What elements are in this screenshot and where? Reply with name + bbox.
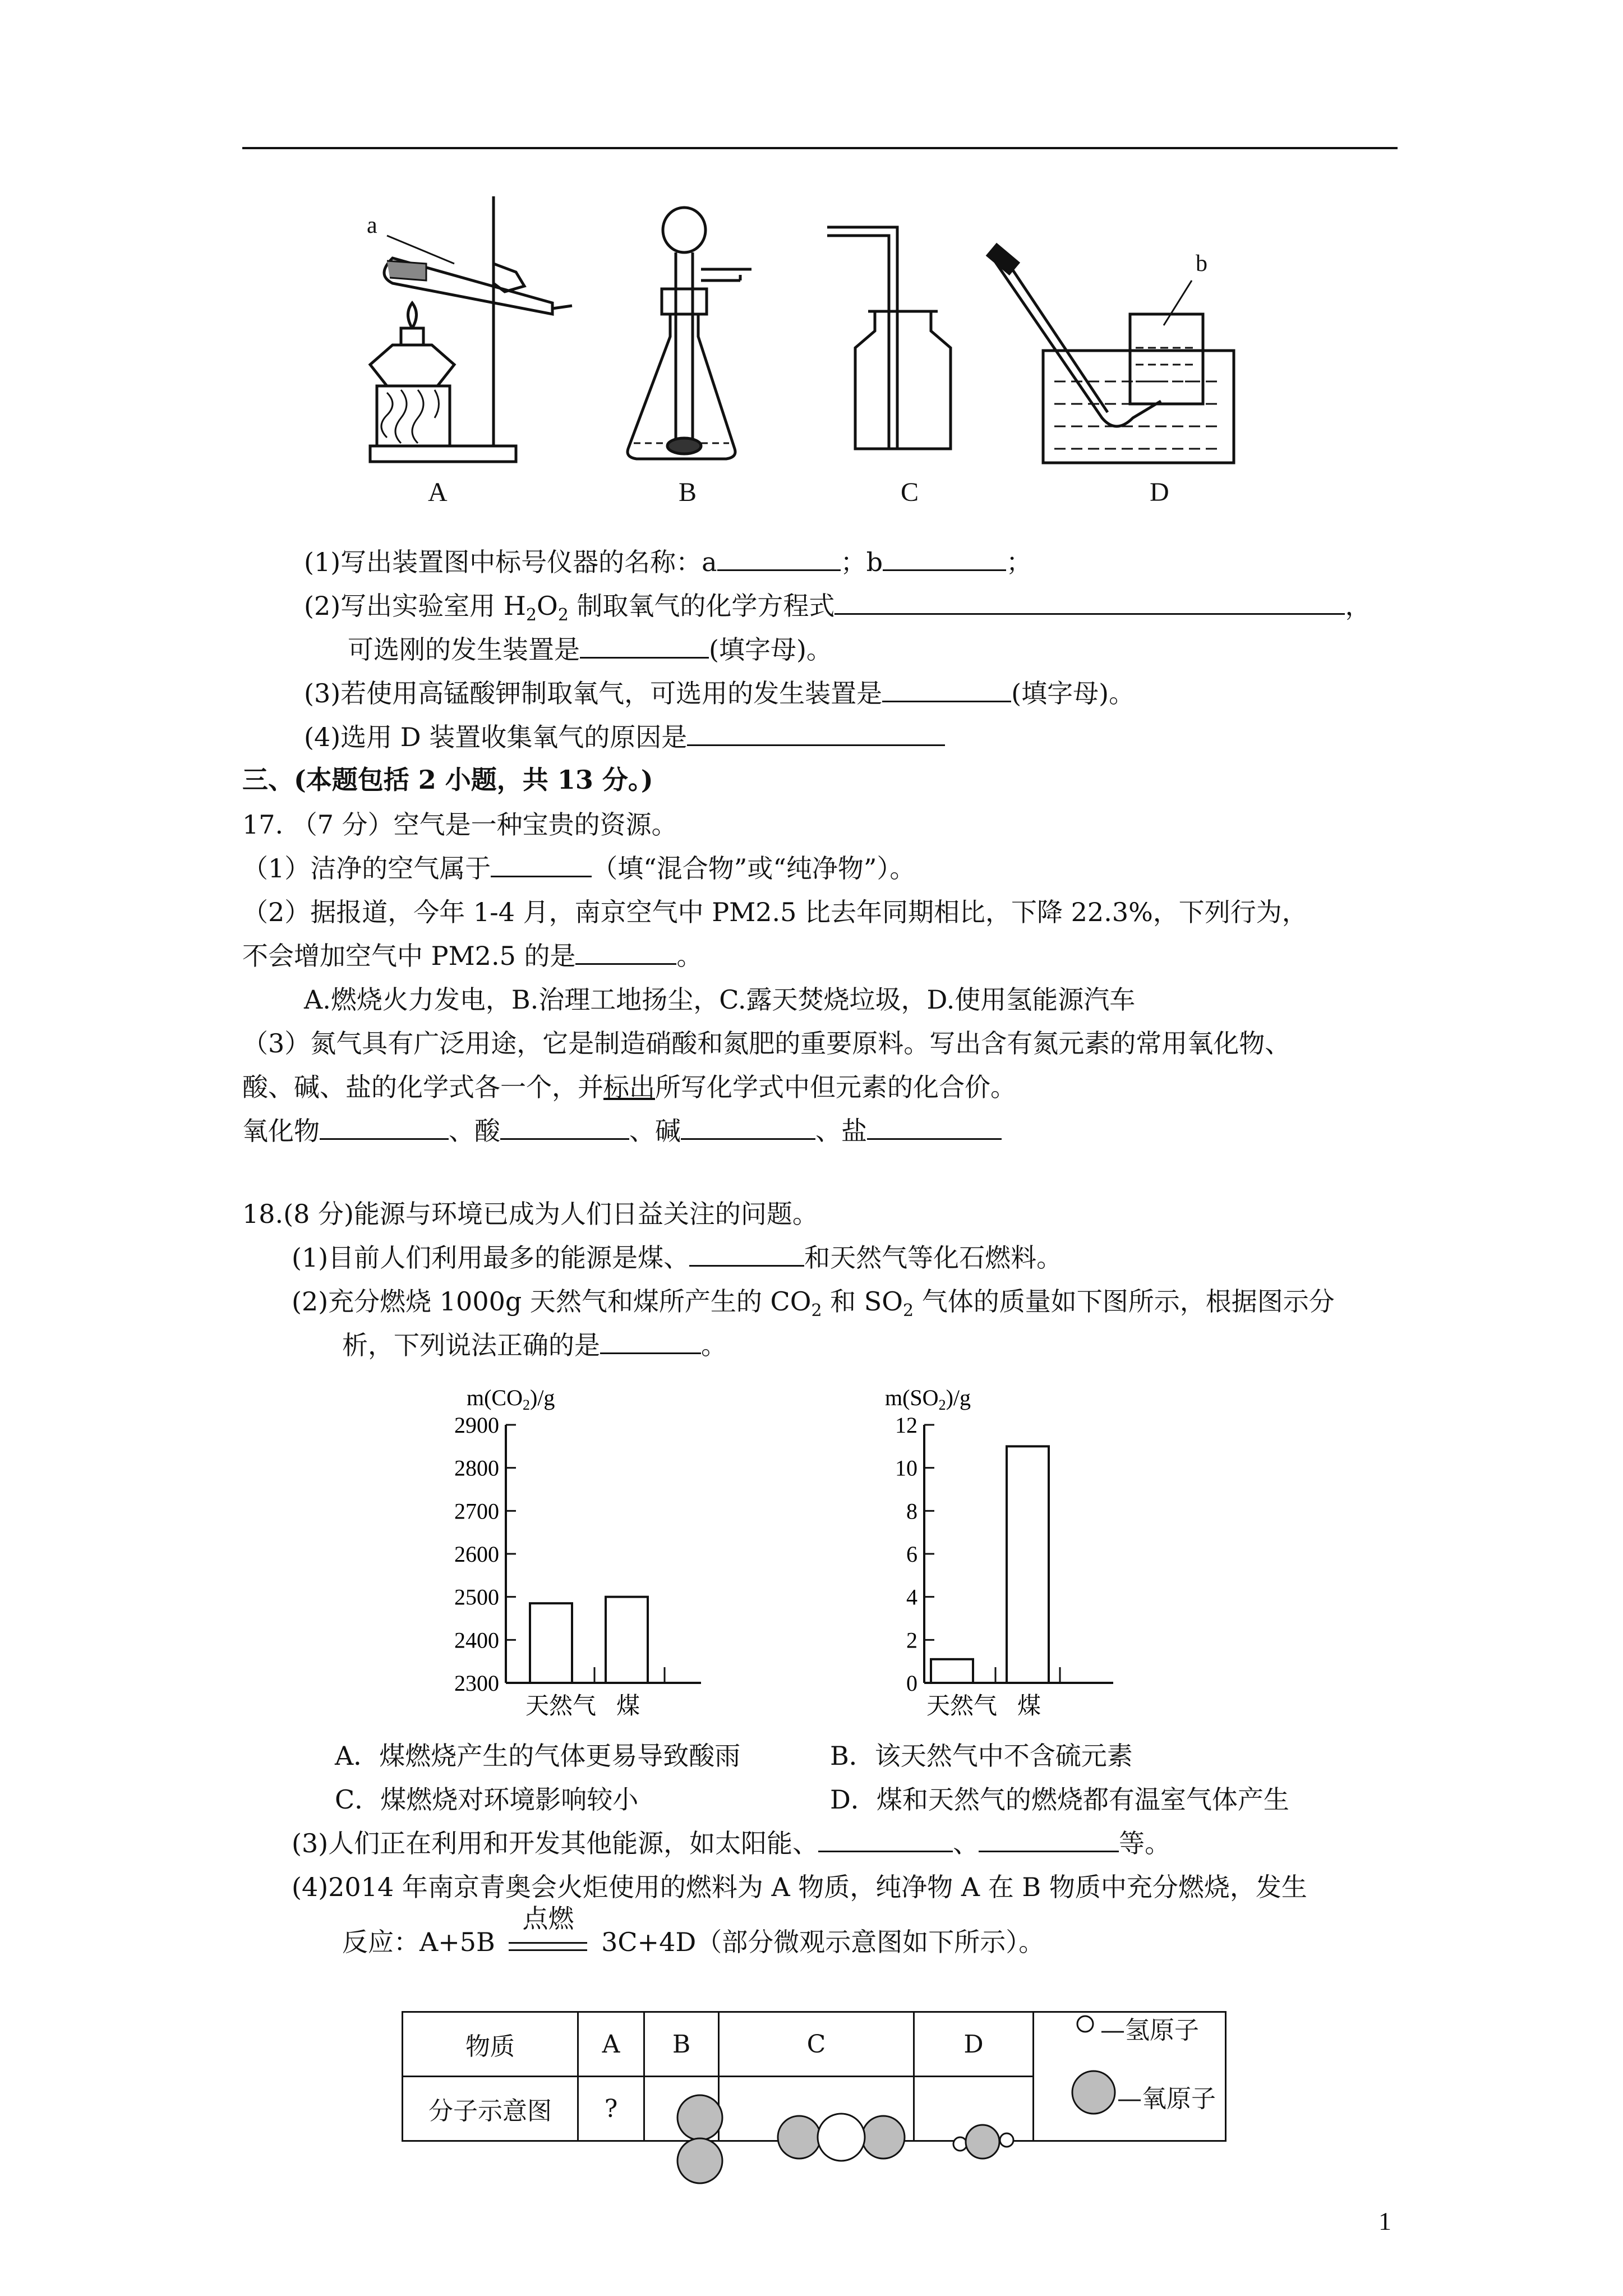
q17-part1: （1）洁净的空气属于 （填“混合物”或“纯净物”）。 bbox=[242, 853, 916, 884]
q17-title: 17. （7 分）空气是一种宝贵的资源。 bbox=[242, 809, 677, 840]
q18-option-b: B．该天然气中不含硫元素 bbox=[830, 1741, 1133, 1771]
molecule-d-atom-o bbox=[966, 2125, 999, 2159]
reaction-condition: 点燃 bbox=[509, 1929, 587, 1951]
legend-oxygen-label: —氧原子 bbox=[1117, 2085, 1216, 2113]
chart-1-category-1: 煤 bbox=[1017, 1692, 1041, 1719]
chart-0-category-0: 天然气 bbox=[525, 1692, 597, 1719]
q17-part3-line2: 酸、碱、盐的化学式各一个，并标出所写化学式中但元素的化合价。 bbox=[242, 1072, 1016, 1102]
q18-title: 18.(8 分)能源与环境已成为人们日益关注的问题。 bbox=[242, 1199, 818, 1229]
q17-part2-line2: 不会增加空气中 PM2.5 的是 。 bbox=[242, 941, 703, 971]
q16-part1: (1)写出装置图中标号仪器的名称：a ；b ； bbox=[304, 547, 1032, 577]
section3-heading: 三、(本题包括 2 小题，共 13 分。) bbox=[242, 765, 653, 795]
page-number: 1 bbox=[1378, 2207, 1391, 2235]
q18-option-d: D．煤和天然气的燃烧都有温室气体产生 bbox=[830, 1784, 1289, 1815]
chart-1-category-0: 天然气 bbox=[926, 1692, 998, 1719]
chart-0-ytick-label: 2800 bbox=[454, 1455, 499, 1481]
chart-0-ytick-label: 2600 bbox=[454, 1542, 499, 1567]
q18-part4-line2: 反应：A+5B 点燃 3C+4D（部分微观示意图如下所示）。 bbox=[342, 1903, 1045, 1957]
chart-1-ytick-label: 6 bbox=[906, 1542, 917, 1567]
hydrogen-atom-icon bbox=[1077, 2016, 1093, 2032]
table-header-c: C bbox=[719, 2012, 914, 2077]
q18-option-a: A．煤燃烧产生的气体更易导致酸雨 bbox=[335, 1741, 741, 1771]
chart-1-ytick-label: 10 bbox=[895, 1455, 917, 1481]
molecule-c-atom-3 bbox=[862, 2116, 905, 2159]
molecule-b-atom-1 bbox=[677, 2095, 722, 2140]
molecule-c-atom-1 bbox=[778, 2116, 820, 2159]
q16-part3: (3)若使用高锰酸钾制取氧气，可选用的发生装置是 (填字母)。 bbox=[304, 678, 1135, 708]
q18-part1: (1)目前人们利用最多的能源是煤、 和天然气等化石燃料。 bbox=[292, 1243, 1063, 1273]
chart-0-ytick-label: 2500 bbox=[454, 1584, 499, 1610]
legend-hydrogen-label: —氢原子 bbox=[1100, 2016, 1199, 2045]
q17-options: A.燃烧火力发电，B.治理工地扬尘，C.露天焚烧垃圾，D.使用氢能源汽车 bbox=[304, 984, 1136, 1015]
q16-part4: (4)选用 D 装置收集氧气的原因是 bbox=[304, 720, 945, 754]
chart-0-ylabel: $m(CO_2)/g$ bbox=[467, 1385, 555, 1413]
q18-option-c: C．煤燃烧对环境影响较小 bbox=[335, 1784, 639, 1815]
label-apparatus-b: B bbox=[679, 477, 697, 507]
chart-0-category-1: 煤 bbox=[616, 1692, 640, 1719]
q18-part2-line1: (2)充分燃烧 1000g 天然气和煤所产生的 $CO_2$ 和 $SO_2$ 气体的质量如下图所示，根据图示分 bbox=[292, 1286, 1335, 1321]
label-b-mark: b bbox=[1196, 251, 1207, 277]
label-apparatus-d: D bbox=[1150, 477, 1169, 507]
table-cell-a: ? bbox=[578, 2077, 644, 2141]
chart-0-ytick-label: 2700 bbox=[454, 1498, 499, 1524]
molecule-d-atom-h1 bbox=[953, 2137, 967, 2151]
q16-part2: (2)写出实验室用 $H_2O_2$ 制取氧气的化学方程式 ， bbox=[304, 591, 1371, 625]
oxygen-atom-icon bbox=[1072, 2071, 1115, 2114]
chart-0-ytick-label: 2300 bbox=[454, 1671, 499, 1696]
chart-1-ytick-label: 8 bbox=[906, 1498, 917, 1524]
chart-1-ytick-label: 12 bbox=[895, 1412, 917, 1438]
q16-part2-device: 可选刚的发生装置是 (填字母)。 bbox=[348, 634, 832, 665]
q18-part4-line1: (4)2014 年南京青奥会火炬使用的燃料为 A 物质，纯净物 A 在 B 物质中充分燃烧，发生 bbox=[292, 1872, 1307, 1902]
chart-0-ytick-label: 2400 bbox=[454, 1627, 499, 1653]
q17-part2-line1: （2）据报道，今年 1-4 月，南京空气中 PM2.5 比去年同期相比，下降 22.3%，下列行为， bbox=[242, 897, 1308, 927]
molecule-c-atom-2 bbox=[818, 2114, 865, 2161]
chart-1-ytick-label: 4 bbox=[906, 1584, 917, 1610]
table-header-d: D bbox=[914, 2012, 1034, 2077]
label-a-mark: a bbox=[367, 213, 377, 238]
q17-part3-answers: 氧化物 、酸 、碱 、盐 bbox=[242, 1114, 1002, 1148]
q18-part3: (3)人们正在利用和开发其他能源，如太阳能、 、 等。 bbox=[292, 1828, 1171, 1858]
label-apparatus-c: C bbox=[901, 477, 919, 507]
molecule-b-atom-2 bbox=[677, 2138, 722, 2183]
table-header-a: A bbox=[578, 2012, 644, 2077]
table-header-b: B bbox=[644, 2012, 719, 2077]
chart-1-ytick-label: 0 bbox=[906, 1671, 917, 1696]
table-row-label: 分子示意图 bbox=[403, 2077, 578, 2141]
table-header-substance: 物质 bbox=[403, 2012, 578, 2077]
molecule-d-atom-h2 bbox=[1000, 2133, 1013, 2147]
chart-1-ylabel: $m(SO_2)/g$ bbox=[885, 1385, 971, 1413]
label-apparatus-a: A bbox=[428, 477, 448, 507]
q17-part3-line1: （3）氮气具有广泛用途，它是制造硝酸和氮肥的重要原料。写出含有氮元素的常用氧化物、 bbox=[242, 1028, 1291, 1059]
chart-1-ytick-label: 2 bbox=[906, 1627, 917, 1653]
chart-0-ytick-label: 2900 bbox=[454, 1412, 499, 1438]
q18-part2-line2: 析，下列说法正确的是 。 bbox=[342, 1330, 727, 1360]
